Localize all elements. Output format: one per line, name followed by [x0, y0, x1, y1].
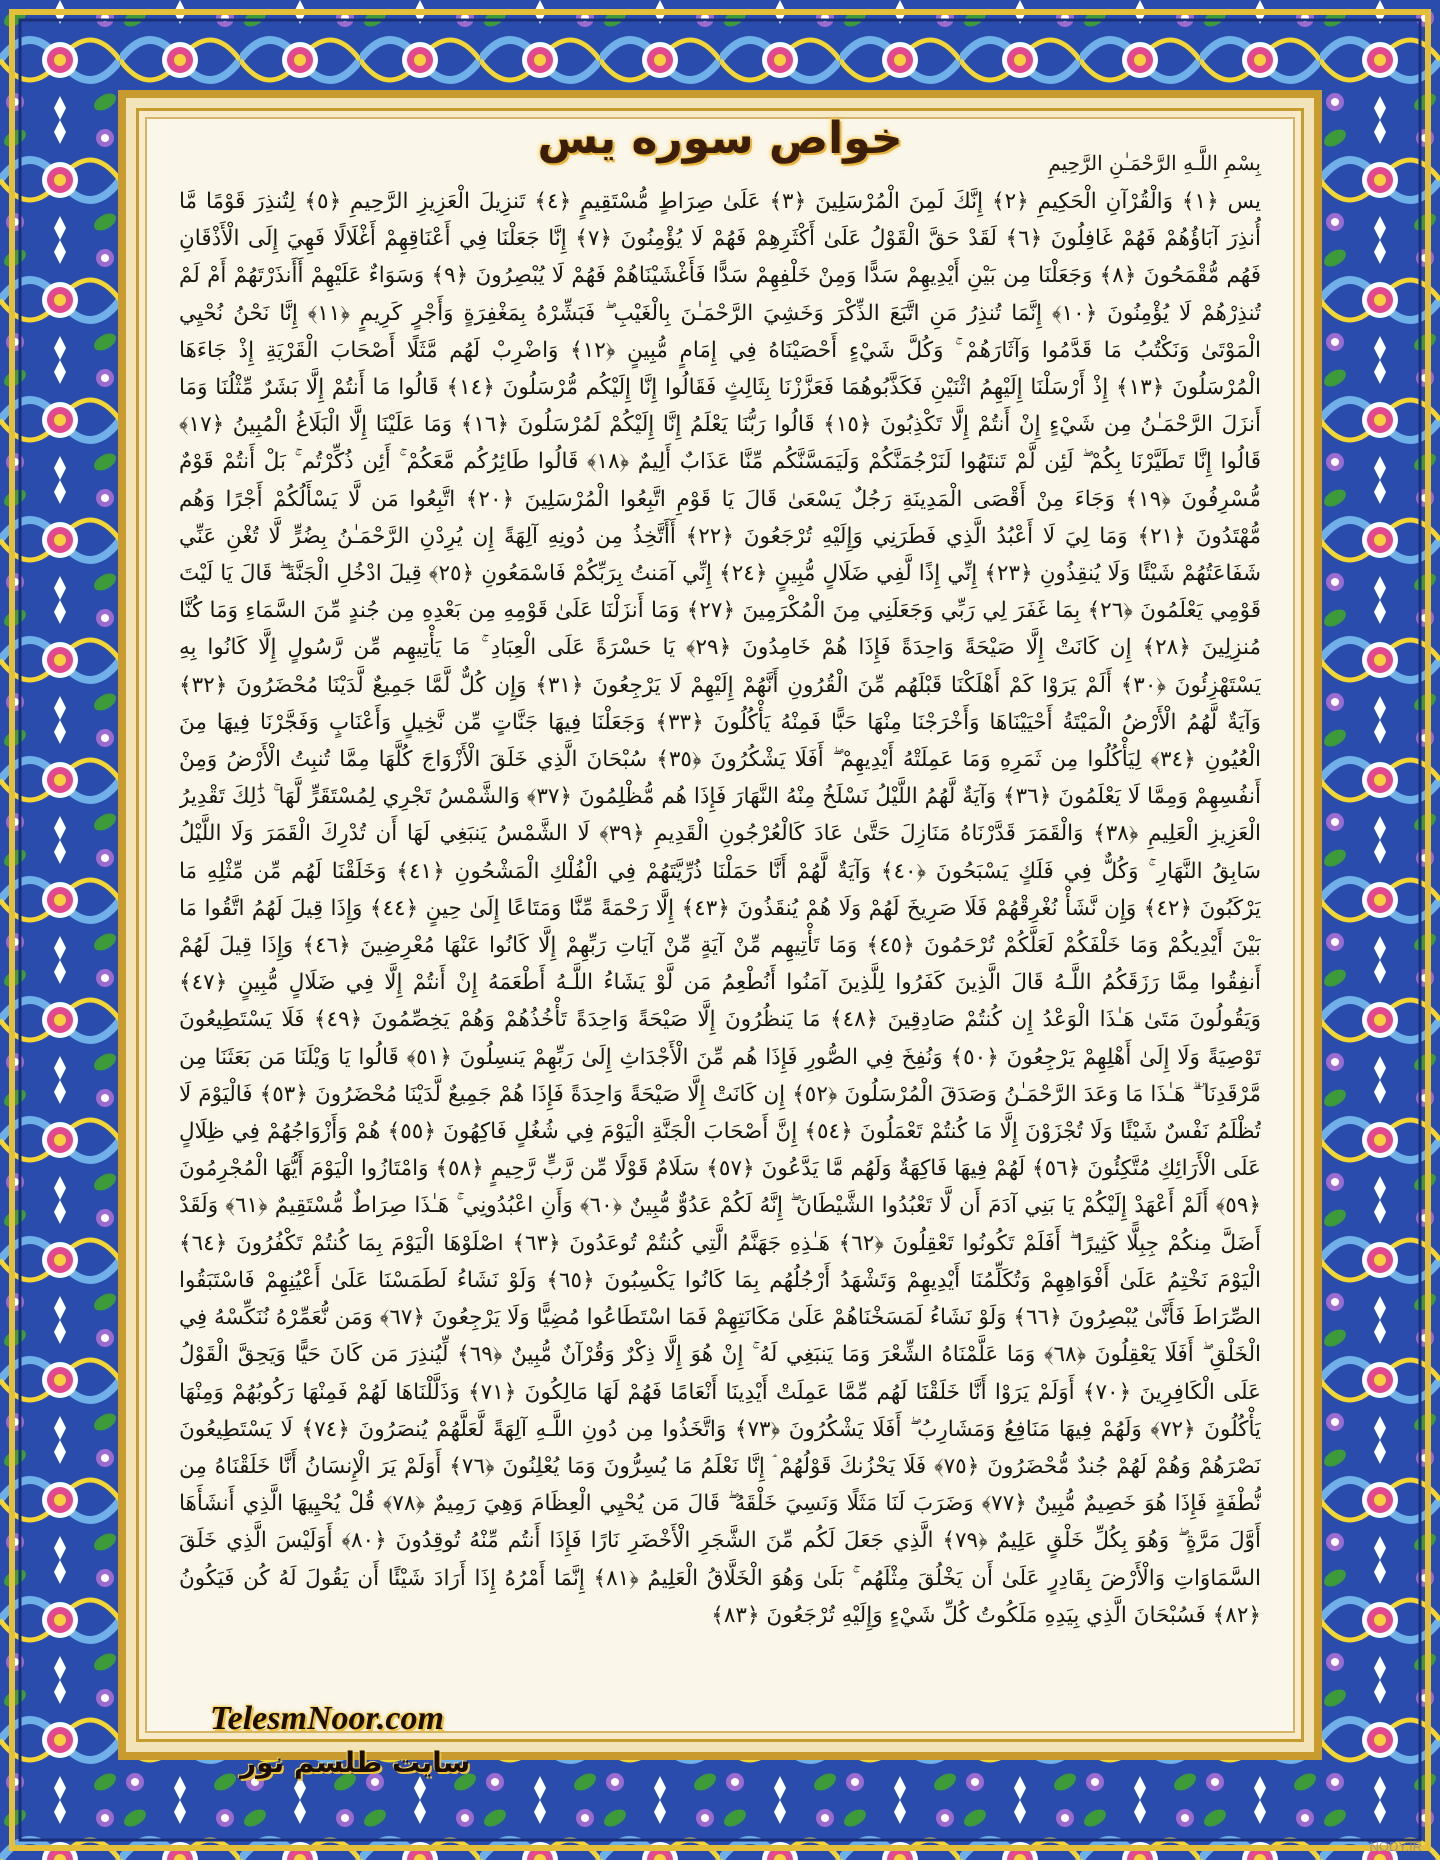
verse: وَآيَةٌ لَّهُمْ أَنَّا حَمَلْنَا ذُرِّيَّتَهُمْ فِي الْفُلْكِ الْمَشْحُونِ ﴿٤١﴾ [396, 858, 871, 884]
verse: وَجَعَلْنَا فِيهَا جَنَّاتٍ مِّن نَّخِيلٍ وَأَعْنَابٍ وَفَجَّرْنَا فِيهَا مِنَ الْعُيُونِ ﴿٣٤﴾ [179, 709, 1261, 773]
verse: إِنَّمَا أَمْرُهُ إِذَا أَرَادَ شَيْئًا أَن يَقُولَ لَهُ كُن فَيَكُونُ ﴿٨٢﴾ [179, 1565, 1261, 1628]
verse: إِنَّا جَعَلْنَا فِي أَعْنَاقِهِمْ أَغْلَالًا فَهِيَ إِلَى الْأَذْقَانِ فَهُم مُّقْمَحُونَ ﴿٨﴾ [179, 226, 1261, 289]
watermark-latin: TelesmNoor.com [210, 1700, 444, 1737]
verse: يس ﴿١﴾ [1181, 189, 1261, 214]
verse: وَمَا لِيَ لَا أَعْبُدُ الَّذِي فَطَرَنِي وَإِلَيْهِ تُرْجَعُونَ ﴿٢٢﴾ [685, 523, 1128, 549]
surah-text [179, 183, 1261, 1719]
verse: يَا حَسْرَةً عَلَى الْعِبَادِ ۚ مَا يَأْتِيهِم مِّن رَّسُولٍ إِلَّا كَانُوا بِهِ يَسْتَهْزِئُونَ ﴿٣٠﴾ [179, 635, 1261, 698]
text-panel [136, 108, 1304, 1742]
verse: وَإِن كُلٌّ لَّمَّا جَمِيعٌ لَّدَيْنَا مُحْضَرُونَ ﴿٣٢﴾ [179, 672, 527, 698]
verse: قَالُوا إِنَّا تَطَيَّرْنَا بِكُمْ ۖ لَئِن لَّمْ تَنتَهُوا لَنَرْجُمَنَّكُمْ وَلَيَمَسَّنَّكُم مِّنَّا عَذَابٌ أَلِيمٌ ﴿١٨﴾ [587, 449, 1261, 475]
verse: وَنُفِخَ فِي الصُّورِ فَإِذَا هُم مِّنَ الْأَجْدَاثِ إِلَىٰ رَبِّهِمْ يَنسِلُونَ ﴿٥١﴾ [406, 1044, 943, 1070]
verse: قِيلَ ادْخُلِ الْجَنَّةَ ۖ قَالَ يَا لَيْتَ قَوْمِي يَعْلَمُونَ ﴿٢٦﴾ [179, 561, 1261, 624]
verse: هُمْ وَأَزْوَاجُهُمْ فِي ظِلَالٍ عَلَى الْأَرَائِكِ مُتَّكِئُونَ ﴿٥٦﴾ [179, 1119, 1261, 1182]
verse: فَسُبْحَانَ الَّذِي بِيَدِهِ مَلَكُوتُ كُلِّ شَيْءٍ وَإِلَيْهِ تُرْجَعُونَ ﴿٨٣﴾ [711, 1602, 1206, 1628]
verse: وَالشَّمْسُ تَجْرِي لِمُسْتَقَرٍّ لَّهَا ۚ ذَٰلِكَ تَقْدِيرُ الْعَزِيزِ الْعَلِيمِ ﴿٣٨﴾ [179, 784, 1261, 847]
verse: وَضَرَبَ لَنَا مَثَلًا وَنَسِيَ خَلْقَهُ ۖ قَالَ مَن يُحْيِي الْعِظَامَ وَهِيَ رَمِيمٌ ﴿٧٨﴾ [382, 1491, 974, 1517]
verse: قَالُوا مَا أَنتُمْ إِلَّا بَشَرٌ مِّثْلُنَا وَمَا أَنزَلَ الرَّحْمَـٰنُ مِن شَيْءٍ إِنْ أَنتُمْ إِلَّا تَكْذِبُونَ ﴿١٥﴾ [179, 375, 1261, 438]
verse: لِيَأْكُلُوا مِن ثَمَرِهِ وَمَا عَمِلَتْهُ أَيْدِيهِمْ ۖ أَفَلَا يَشْكُرُونَ ﴿٣٥﴾ [656, 747, 1142, 773]
verse: أَلَمْ أَعْهَدْ إِلَيْكُمْ يَا بَنِي آدَمَ أَن لَّا تَعْبُدُوا الشَّيْطَانَ ۖ إِنَّهُ لَكُمْ عَدُوٌّ مُّبِينٌ ﴿٦٠﴾ [580, 1193, 1209, 1219]
corner-watermark: NODY.IR [1369, 1839, 1422, 1854]
verse: وَالْقَمَرَ قَدَّرْنَاهُ مَنَازِلَ حَتَّىٰ عَادَ كَالْعُرْجُونِ الْقَدِيمِ ﴿٣٩﴾ [599, 821, 1084, 847]
verse: إِنَّا نَحْنُ نُحْيِي الْمَوْتَىٰ وَنَكْتُبُ مَا قَدَّمُوا وَآثَارَهُمْ ۚ وَكُلَّ شَيْءٍ أَحْصَيْنَاهُ فِي إِمَامٍ مُّبِينٍ ﴿١٢﴾ [179, 300, 1261, 363]
verse: إِلَّا رَحْمَةً مِّنَّا وَمَتَاعًا إِلَىٰ حِينٍ ﴿٤٤﴾ [369, 895, 675, 921]
verse: وَلَقَدْ أَضَلَّ مِنكُمْ جِبِلًّا كَثِيرًا ۖ أَفَلَمْ تَكُونُوا تَعْقِلُونَ ﴿٦٢﴾ [179, 1193, 1261, 1256]
verse: إِن كَانَتْ إِلَّا صَيْحَةً وَاحِدَةً فَإِذَا هُمْ خَامِدُونَ ﴿٢٩﴾ [685, 635, 1132, 661]
verse: وَجَعَلْنَا مِن بَيْنِ أَيْدِيهِمْ سَدًّا وَمِنْ خَلْفِهِمْ سَدًّا فَأَغْشَيْنَاهُمْ فَهُمْ لَا يُبْصِرُونَ ﴿٩﴾ [431, 263, 1093, 289]
verse: وَالْقُرْآنِ الْحَكِيمِ ﴿٢﴾ [992, 189, 1174, 214]
verse: وَخَلَقْنَا لَهُم مِّن مِّثْلِهِ مَا يَرْكَبُونَ ﴿٤٢﴾ [179, 858, 1261, 921]
verse: لَا الشَّمْسُ يَنبَغِي لَهَا أَن تُدْرِكَ الْقَمَرَ وَلَا اللَّيْلُ سَابِقُ النَّهَارِ ۚ وَكُلٌّ فِي فَلَكٍ يَسْبَحُونَ ﴿٤٠﴾ [179, 821, 1261, 884]
verse: وَآيَةٌ لَّهُمُ اللَّيْلُ نَسْلَخُ مِنْهُ النَّهَارَ فَإِذَا هُم مُّظْلِمُونَ ﴿٣٧﴾ [526, 784, 997, 810]
verse: إِن كَانَتْ إِلَّا صَيْحَةً وَاحِدَةً فَإِذَا هُمْ جَمِيعٌ لَّدَيْنَا مُحْضَرُونَ ﴿٥٣﴾ [259, 1081, 786, 1107]
verse: وَآيَةٌ لَّهُمُ الْأَرْضُ الْمَيْتَةُ أَحْيَيْنَاهَا وَأَخْرَجْنَا مِنْهَا حَبًّا فَمِنْهُ يَأْكُلُونَ ﴿٣٣﴾ [655, 709, 1261, 735]
verse: إِنِّي آمَنتُ بِرَبِّكُمْ فَاسْمَعُونِ ﴿٢٥﴾ [428, 561, 713, 587]
verse: إِنَّ أَصْحَابَ الْجَنَّةِ الْيَوْمَ فِي شُغُلٍ فَاكِهُونَ ﴿٥٥﴾ [387, 1119, 798, 1145]
verse: وَلَوْ نَشَاءُ لَطَمَسْنَا عَلَىٰ أَعْيُنِهِمْ فَاسْتَبَقُوا الصِّرَاطَ فَأَنَّىٰ يُبْصِرُونَ ﴿٦٦﴾ [179, 1267, 1261, 1331]
watermark-farsi: سایت طلسم نور [240, 1746, 471, 1779]
verse: وَاضْرِبْ لَهُم مَّثَلًا أَصْحَابَ الْقَرْيَةِ إِذْ جَاءَهَا الْمُرْسَلُونَ ﴿١٣﴾ [179, 337, 1261, 401]
verse: فَلَا يَسْتَطِيعُونَ تَوْصِيَةً وَلَا إِلَىٰ أَهْلِهِمْ يَرْجِعُونَ ﴿٥٠﴾ [179, 1007, 1261, 1070]
verse: أَوَلَمْ يَرَوْا أَنَّا خَلَقْنَا لَهُم مِّمَّا عَمِلَتْ أَيْدِينَا أَنْعَامًا فَهُمْ لَهَا مَالِكُونَ ﴿٧١﴾ [468, 1379, 1075, 1405]
verse: وَجَاءَ مِنْ أَقْصَى الْمَدِينَةِ رَجُلٌ يَسْعَىٰ قَالَ يَا قَوْمِ اتَّبِعُوا الْمُرْسَلِينَ ﴿٢٠﴾ [465, 486, 1115, 512]
verse: عَلَىٰ صِرَاطٍ مُّسْتَقِيمٍ ﴿٤﴾ [534, 189, 761, 214]
verse: إِنَّمَا تُنذِرُ مَنِ اتَّبَعَ الذِّكْرَ وَخَشِيَ الرَّحْمَـٰنَ بِالْغَيْبِ ۖ فَبَشِّرْهُ بِمَغْفِرَةٍ وَأَجْرٍ كَرِيمٍ ﴿١١﴾ [307, 300, 1043, 326]
verse: قُلْ يُحْيِيهَا الَّذِي أَنشَأَهَا أَوَّلَ مَرَّةٍ ۖ وَهُوَ بِكُلِّ خَلْقٍ عَلِيمٌ ﴿٧٩﴾ [179, 1491, 1261, 1554]
verse: سُبْحَانَ الَّذِي خَلَقَ الْأَزْوَاجَ كُلَّهَا مِمَّا تُنبِتُ الْأَرْضُ وَمِنْ أَنفُسِهِمْ وَمِمَّا لَا يَعْلَمُونَ ﴿٣٦﴾ [179, 747, 1261, 810]
verse: هَـٰذِهِ جَهَنَّمُ الَّتِي كُنتُمْ تُوعَدُونَ ﴿٦٣﴾ [512, 1230, 830, 1256]
verse: لَا يَسْتَطِيعُونَ نَصْرَهُمْ وَهُمْ لَهُمْ جُندٌ مُّحْضَرُونَ ﴿٧٥﴾ [179, 1416, 1261, 1479]
verse: بِمَا غَفَرَ لِي رَبِّي وَجَعَلَنِي مِنَ الْمُكْرَمِينَ ﴿٢٧﴾ [686, 598, 1081, 624]
verse: وَإِذَا قِيلَ لَهُمْ أَنفِقُوا مِمَّا رَزَقَكُمُ اللَّـهُ قَالَ الَّذِينَ كَفَرُوا لِلَّذِينَ آمَنُوا أَنُطْعِمُ مَن لَّوْ يَشَاءُ اللَّـهُ أَطْعَمَهُ إِنْ أَنتُمْ إِلَّا فِي ضَلَالٍ مُّبِينٍ ﴿٤٧﴾ [179, 933, 1261, 996]
verse: أَلَمْ يَرَوْا كَمْ أَهْلَكْنَا قَبْلَهُم مِّنَ الْقُرُونِ أَنَّهُمْ إِلَيْهِمْ لَا يَرْجِعُونَ ﴿٣١﴾ [535, 672, 1112, 698]
verse: وَمَا أَنزَلْنَا عَلَىٰ قَوْمِهِ مِن بَعْدِهِ مِن جُندٍ مِّنَ السَّمَاءِ وَمَا كُنَّا مُنزِلِينَ ﴿٢٨﴾ [179, 598, 1261, 661]
verse: وَمَا تَأْتِيهِم مِّنْ آيَةٍ مِّنْ آيَاتِ رَبِّهِمْ إِلَّا كَانُوا عَنْهَا مُعْرِضِينَ ﴿٤٦﴾ [302, 933, 858, 959]
verse: قَالُوا رَبُّنَا يَعْلَمُ إِنَّا إِلَيْكُمْ لَمُرْسَلُونَ ﴿١٦﴾ [460, 412, 815, 438]
basmala: بِسْمِ اللَّـهِ الرَّحْمَـٰنِ الرَّحِيمِ [1048, 151, 1261, 175]
verse: فَلَا يَحْزُنكَ قَوْلُهُمْ ۘ إِنَّا نَعْلَمُ مَا يُسِرُّونَ وَمَا يُعْلِنُونَ ﴿٧٦﴾ [449, 1453, 927, 1479]
verse: وَمَن نُّعَمِّرْهُ نُنَكِّسْهُ فِي الْخَلْقِ ۖ أَفَلَا يَعْقِلُونَ ﴿٦٨﴾ [179, 1305, 1261, 1368]
verse: أَوَلَيْسَ الَّذِي خَلَقَ السَّمَاوَاتِ وَالْأَرْضَ بِقَادِرٍ عَلَىٰ أَن يَخْلُقَ مِثْلَهُم ۚ بَلَىٰ وَهُوَ الْخَلَّاقُ الْعَلِيمُ ﴿٨١﴾ [179, 1528, 1261, 1591]
verse: وَإِذَا قِيلَ لَهُمُ اتَّقُوا مَا بَيْنَ أَيْدِيكُمْ وَمَا خَلْفَكُمْ لَعَلَّكُمْ تُرْحَمُونَ ﴿٤٥﴾ [179, 895, 1261, 959]
verse: إِنِّي إِذًا لَّفِي ضَلَالٍ مُّبِينٍ ﴿٢٤﴾ [719, 561, 978, 587]
verse: الَّذِي جَعَلَ لَكُم مِّنَ الشَّجَرِ الْأَخْضَرِ نَارًا فَإِذَا أَنتُم مِّنْهُ تُوقِدُونَ ﴿٨٠﴾ [341, 1528, 934, 1554]
verse: وَأَنِ اعْبُدُونِي ۚ هَـٰذَا صِرَاطٌ مُّسْتَقِيمٌ ﴿٦١﴾ [225, 1193, 573, 1219]
verse: وَلَهُمْ فِيهَا مَنَافِعُ وَمَشَارِبُ ۖ أَفَلَا يَشْكُرُونَ ﴿٧٣﴾ [734, 1416, 1142, 1442]
verse: اصْلَوْهَا الْيَوْمَ بِمَا كُنتُمْ تَكْفُرُونَ ﴿٦٤﴾ [179, 1230, 504, 1256]
verse: فَالْيَوْمَ لَا تُظْلَمُ نَفْسٌ شَيْئًا وَلَا تُجْزَوْنَ إِلَّا مَا كُنتُمْ تَعْمَلُونَ ﴿٥٤﴾ [179, 1081, 1261, 1145]
verse: وَمَا عَلَيْنَا إِلَّا الْبَلَاغُ الْمُبِينُ ﴿١٧﴾ [179, 412, 453, 438]
verse: سَلَامٌ قَوْلًا مِّن رَّبٍّ رَّحِيمٍ ﴿٥٨﴾ [435, 1156, 700, 1182]
verse: أَوَلَمْ يَرَ الْإِنسَانُ أَنَّا خَلَقْنَاهُ مِن نُّطْفَةٍ فَإِذَا هُوَ خَصِيمٌ مُّبِينٌ ﴿٧٧﴾ [179, 1453, 1261, 1517]
page-title: خواص سوره یس [537, 113, 903, 164]
verse: وَإِن نَّشَأْ نُغْرِقْهُمْ فَلَا صَرِيخَ لَهُمْ وَلَا هُمْ يُنقَذُونَ ﴿٤٣﴾ [681, 895, 1137, 921]
verse: الْيَوْمَ نَخْتِمُ عَلَىٰ أَفْوَاهِهِمْ وَتُكَلِّمُنَا أَيْدِيهِمْ وَتَشْهَدُ أَرْجُلُهُم بِمَا كَانُوا يَكْسِبُونَ ﴿٦٥﴾ [546, 1267, 1261, 1293]
verse: قَالُوا يَا وَيْلَنَا مَن بَعَثَنَا مِن مَّرْقَدِنَا ۜ ۗ هَـٰذَا مَا وَعَدَ الرَّحْمَـٰنُ وَصَدَقَ الْمُرْسَلُونَ ﴿٥٢﴾ [179, 1044, 1261, 1107]
verse: لَقَدْ حَقَّ الْقَوْلُ عَلَىٰ أَكْثَرِهِمْ فَهُمْ لَا يُؤْمِنُونَ ﴿٧﴾ [575, 226, 997, 252]
verse: وَاتَّخَذُوا مِن دُونِ اللَّـهِ آلِهَةً لَّعَلَّهُمْ يُنصَرُونَ ﴿٧٤﴾ [301, 1416, 727, 1442]
verse: وَسَوَاءٌ عَلَيْهِمْ أَأَنذَرْتَهُمْ أَمْ لَمْ تُنذِرْهُمْ لَا يُؤْمِنُونَ ﴿١٠﴾ [179, 263, 1261, 326]
verse: وَمَا عَلَّمْنَاهُ الشِّعْرَ وَمَا يَنبَغِي لَهُ ۚ إِنْ هُوَ إِلَّا ذِكْرٌ وَقُرْآنٌ مُّبِينٌ ﴿٦٩﴾ [457, 1342, 1036, 1368]
verse: لَهُمْ فِيهَا فَاكِهَةٌ وَلَهُم مَّا يَدَّعُونَ ﴿٥٧﴾ [706, 1156, 1026, 1182]
verse: وَلَوْ نَشَاءُ لَمَسَخْنَاهُمْ عَلَىٰ مَكَانَتِهِمْ فَمَا اسْتَطَاعُوا مُضِيًّا وَلَا يَرْجِعُونَ ﴿٦٧﴾ [379, 1305, 1007, 1331]
verse: اتَّبِعُوا مَن لَّا يَسْأَلُكُمْ أَجْرًا وَهُم مُّهْتَدُونَ ﴿٢١﴾ [179, 486, 1261, 549]
verse: وَذَلَّلْنَاهَا لَهُمْ فَمِنْهَا رَكُوبُهُمْ وَمِنْهَا يَأْكُلُونَ ﴿٧٢﴾ [179, 1379, 1261, 1442]
verse: قَالُوا طَائِرُكُم مَّعَكُمْ ۚ أَئِن ذُكِّرْتُم ۚ بَلْ أَنتُمْ قَوْمٌ مُّسْرِفُونَ ﴿١٩﴾ [179, 449, 1261, 512]
verse: لِّيُنذِرَ مَن كَانَ حَيًّا وَيَحِقَّ الْقَوْلُ عَلَى الْكَافِرِينَ ﴿٧٠﴾ [179, 1342, 1261, 1405]
verse: مَا يَنظُرُونَ إِلَّا صَيْحَةً وَاحِدَةً تَأْخُذُهُمْ وَهُمْ يَخِصِّمُونَ ﴿٤٩﴾ [313, 1007, 821, 1033]
verse: أَأَتَّخِذُ مِن دُونِهِ آلِهَةً إِن يُرِدْنِ الرَّحْمَـٰنُ بِضُرٍّ لَّا تُغْنِ عَنِّي شَفَاعَتُهُمْ شَيْئًا وَلَا يُنقِذُونِ ﴿٢٣﴾ [179, 523, 1261, 587]
verse: وَيَقُولُونَ مَتَىٰ هَـٰذَا الْوَعْدُ إِن كُنتُمْ صَادِقِينَ ﴿٤٨﴾ [829, 1007, 1261, 1033]
verse: وَامْتَازُوا الْيَوْمَ أَيُّهَا الْمُجْرِمُونَ ﴿٥٩﴾ [179, 1156, 1261, 1219]
verse: لِتُنذِرَ قَوْمًا مَّا أُنذِرَ آبَاؤُهُمْ فَهُمْ غَافِلُونَ ﴿٦﴾ [179, 189, 1261, 252]
verse: إِنَّكَ لَمِنَ الْمُرْسَلِينَ ﴿٣﴾ [769, 189, 984, 214]
verse: تَنزِيلَ الْعَزِيزِ الرَّحِيمِ ﴿٥﴾ [304, 189, 526, 214]
verse: إِذْ أَرْسَلْنَا إِلَيْهِمُ اثْنَيْنِ فَكَذَّبُوهُمَا فَعَزَّزْنَا بِثَالِثٍ فَقَالُوا إِنَّا إِلَيْكُم مُّرْسَلُونَ ﴿١٤﴾ [446, 375, 1109, 401]
